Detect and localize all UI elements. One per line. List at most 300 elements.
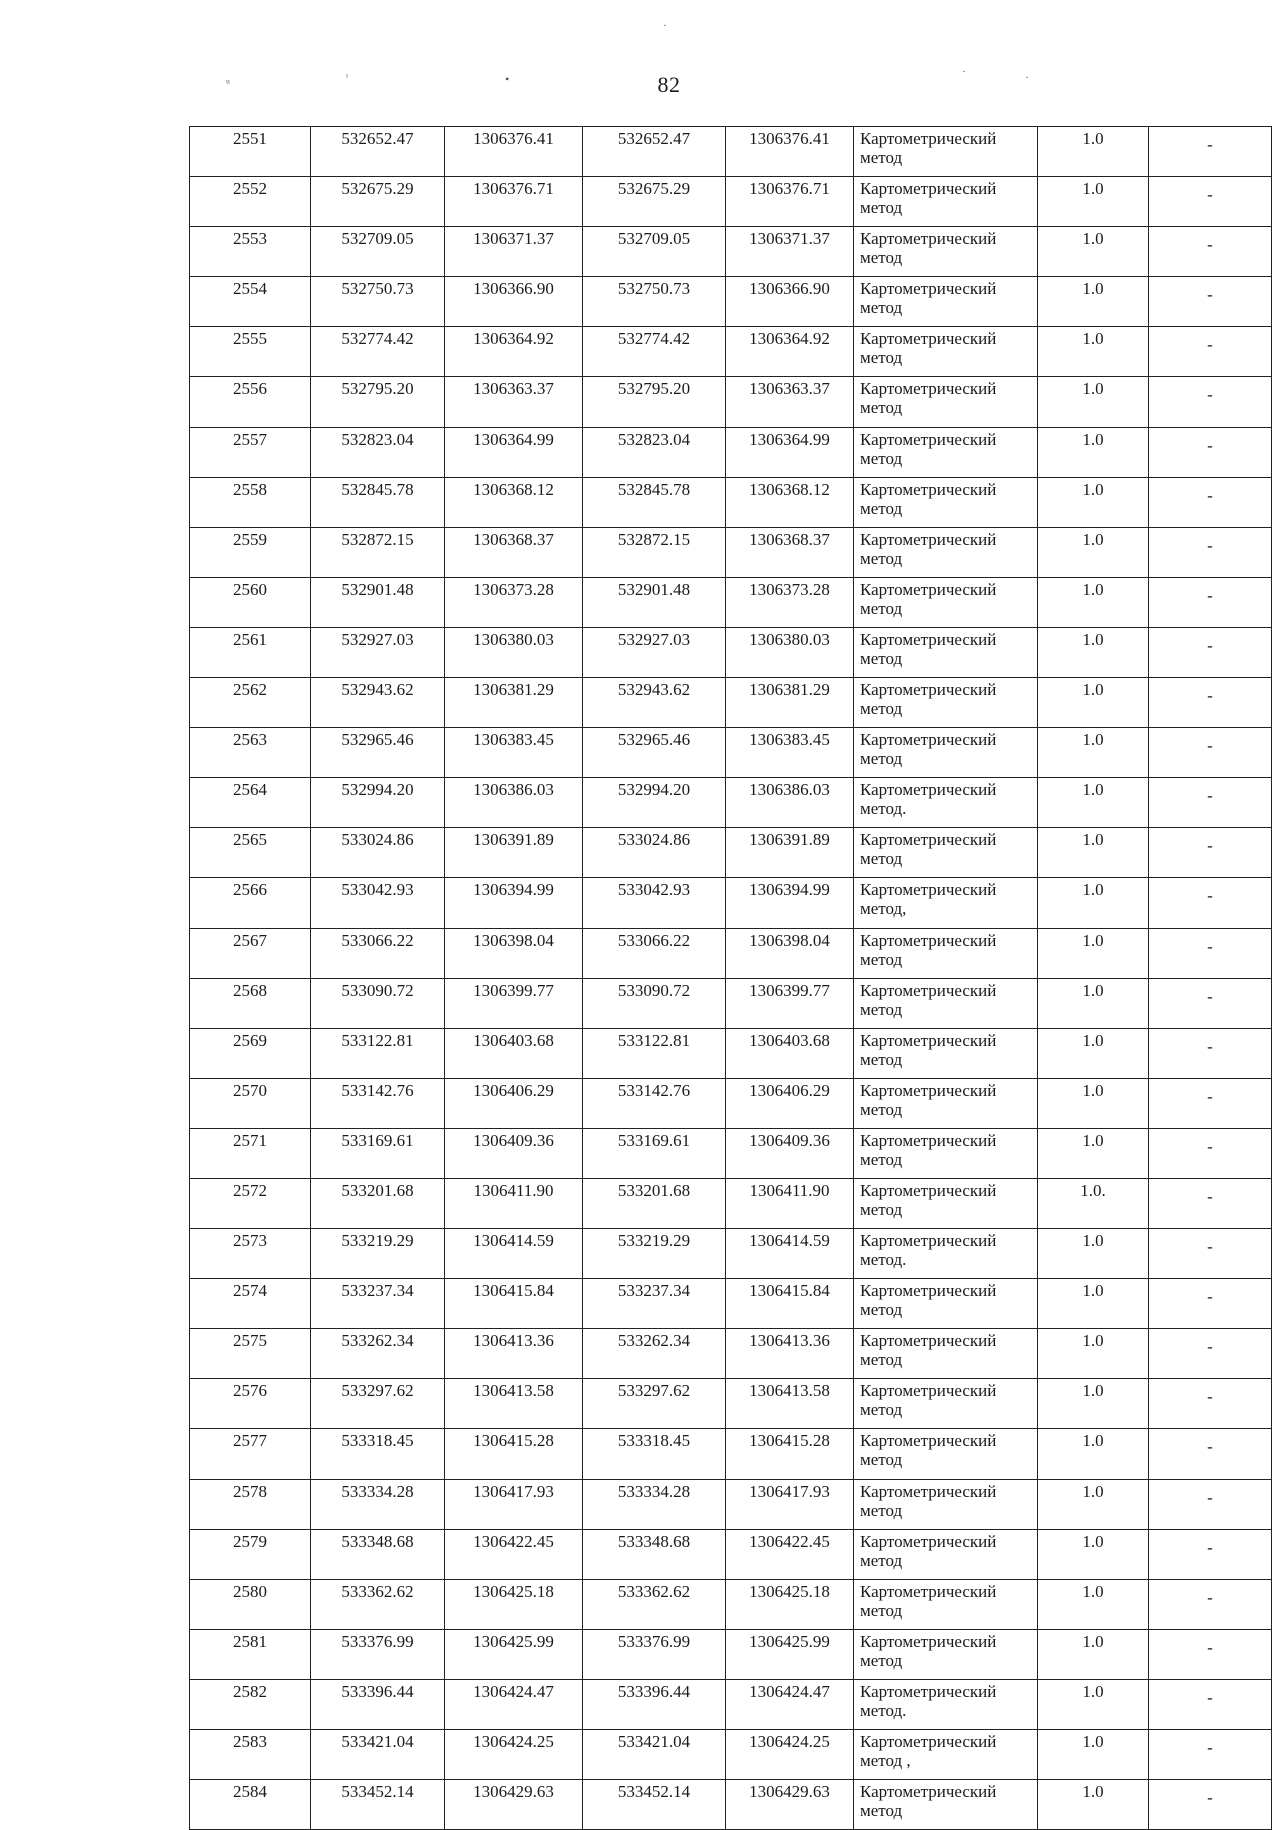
table-row — [190, 1329, 1272, 1379]
table-row — [190, 177, 1272, 227]
y-coordinate-cell: 1306376.41 — [445, 127, 583, 177]
accuracy-cell: 1.0 — [1038, 1479, 1149, 1529]
table-row — [190, 1279, 1272, 1329]
point-number-cell: 2582 — [190, 1679, 311, 1729]
note-cell: - — [1149, 1229, 1272, 1279]
note-cell: - — [1149, 527, 1272, 577]
accuracy-cell: 1.0 — [1038, 1379, 1149, 1429]
scan-speck: • — [505, 72, 510, 86]
accuracy-cell: 1.0 — [1038, 728, 1149, 778]
table-row — [190, 277, 1272, 327]
accuracy-cell: 1.0 — [1038, 878, 1149, 928]
note-cell: - — [1149, 1178, 1272, 1228]
note-cell: - — [1149, 978, 1272, 1028]
x-coordinate-cell: 533452.14 — [311, 1780, 445, 1830]
table-row — [190, 928, 1272, 978]
y-coordinate-repeat-cell: 1306373.28 — [726, 577, 854, 627]
point-number-cell: 2580 — [190, 1579, 311, 1629]
y-coordinate-cell: 1306411.90 — [445, 1178, 583, 1228]
table-row — [190, 1780, 1272, 1830]
point-number-cell: 2577 — [190, 1429, 311, 1479]
method-cell: Картометрический метод, — [854, 878, 1038, 928]
point-number-cell: 2581 — [190, 1629, 311, 1679]
note-cell: - — [1149, 1579, 1272, 1629]
x-coordinate-cell: 532774.42 — [311, 327, 445, 377]
x-coordinate-cell: 532845.78 — [311, 477, 445, 527]
point-number-cell: 2551 — [190, 127, 311, 177]
x-coordinate-repeat-cell: 532927.03 — [583, 627, 726, 677]
y-coordinate-repeat-cell: 1306417.93 — [726, 1479, 854, 1529]
method-cell: Картометрический метод — [854, 828, 1038, 878]
note-cell: - — [1149, 1429, 1272, 1479]
y-coordinate-repeat-cell: 1306376.41 — [726, 127, 854, 177]
point-number-cell: 2555 — [190, 327, 311, 377]
y-coordinate-cell: 1306371.37 — [445, 227, 583, 277]
point-number-cell: 2561 — [190, 627, 311, 677]
x-coordinate-cell: 533348.68 — [311, 1529, 445, 1579]
y-coordinate-cell: 1306383.45 — [445, 728, 583, 778]
scan-speck: ᶦ — [346, 70, 348, 84]
y-coordinate-cell: 1306425.99 — [445, 1629, 583, 1679]
point-number-cell: 2575 — [190, 1329, 311, 1379]
accuracy-cell: 1.0 — [1038, 1329, 1149, 1379]
note-cell: - — [1149, 1329, 1272, 1379]
accuracy-cell: 1.0 — [1038, 327, 1149, 377]
note-cell: - — [1149, 1028, 1272, 1078]
coordinates-table — [189, 126, 1272, 1830]
table-row — [190, 1629, 1272, 1679]
table-row — [190, 1529, 1272, 1579]
note-cell: - — [1149, 678, 1272, 728]
y-coordinate-repeat-cell: 1306425.99 — [726, 1629, 854, 1679]
table-row — [190, 678, 1272, 728]
y-coordinate-cell: 1306373.28 — [445, 577, 583, 627]
method-cell: Картометрический метод — [854, 928, 1038, 978]
method-cell: Картометрический метод — [854, 427, 1038, 477]
x-coordinate-repeat-cell: 532823.04 — [583, 427, 726, 477]
y-coordinate-cell: 1306424.25 — [445, 1730, 583, 1780]
x-coordinate-cell: 532965.46 — [311, 728, 445, 778]
x-coordinate-repeat-cell: 533318.45 — [583, 1429, 726, 1479]
x-coordinate-cell: 532943.62 — [311, 678, 445, 728]
note-cell: - — [1149, 1379, 1272, 1429]
y-coordinate-cell: 1306403.68 — [445, 1028, 583, 1078]
y-coordinate-cell: 1306368.12 — [445, 477, 583, 527]
point-number-cell: 2572 — [190, 1178, 311, 1228]
point-number-cell: 2567 — [190, 928, 311, 978]
table-row — [190, 1178, 1272, 1228]
x-coordinate-repeat-cell: 533066.22 — [583, 928, 726, 978]
x-coordinate-repeat-cell: 532709.05 — [583, 227, 726, 277]
table-body — [190, 127, 1272, 1830]
x-coordinate-repeat-cell: 533042.93 — [583, 878, 726, 928]
y-coordinate-cell: 1306424.47 — [445, 1679, 583, 1729]
table-row — [190, 577, 1272, 627]
note-cell: - — [1149, 728, 1272, 778]
accuracy-cell: 1.0 — [1038, 1028, 1149, 1078]
table-row — [190, 1730, 1272, 1780]
note-cell: - — [1149, 1128, 1272, 1178]
point-number-cell: 2574 — [190, 1279, 311, 1329]
y-coordinate-cell: 1306409.36 — [445, 1128, 583, 1178]
method-cell: Картометрический метод — [854, 627, 1038, 677]
y-coordinate-repeat-cell: 1306366.90 — [726, 277, 854, 327]
point-number-cell: 2578 — [190, 1479, 311, 1529]
accuracy-cell: 1.0 — [1038, 277, 1149, 327]
accuracy-cell: 1.0 — [1038, 1229, 1149, 1279]
accuracy-cell: 1.0 — [1038, 1679, 1149, 1729]
x-coordinate-repeat-cell: 532965.46 — [583, 728, 726, 778]
y-coordinate-repeat-cell: 1306413.58 — [726, 1379, 854, 1429]
method-cell: Картометрический метод — [854, 527, 1038, 577]
y-coordinate-repeat-cell: 1306368.37 — [726, 527, 854, 577]
note-cell: - — [1149, 1629, 1272, 1679]
y-coordinate-cell: 1306398.04 — [445, 928, 583, 978]
method-cell: Картометрический метод — [854, 177, 1038, 227]
y-coordinate-cell: 1306414.59 — [445, 1229, 583, 1279]
table-row — [190, 728, 1272, 778]
y-coordinate-cell: 1306364.99 — [445, 427, 583, 477]
y-coordinate-repeat-cell: 1306422.45 — [726, 1529, 854, 1579]
y-coordinate-repeat-cell: 1306429.63 — [726, 1780, 854, 1830]
y-coordinate-cell: 1306391.89 — [445, 828, 583, 878]
note-cell: - — [1149, 1479, 1272, 1529]
method-cell: Картометрический метод — [854, 227, 1038, 277]
method-cell: Картометрический метод. — [854, 1679, 1038, 1729]
note-cell: - — [1149, 778, 1272, 828]
point-number-cell: 2568 — [190, 978, 311, 1028]
accuracy-cell: 1.0 — [1038, 978, 1149, 1028]
table-row — [190, 327, 1272, 377]
note-cell: - — [1149, 227, 1272, 277]
point-number-cell: 2571 — [190, 1128, 311, 1178]
y-coordinate-cell: 1306429.63 — [445, 1780, 583, 1830]
x-coordinate-cell: 533090.72 — [311, 978, 445, 1028]
y-coordinate-repeat-cell: 1306414.59 — [726, 1229, 854, 1279]
y-coordinate-cell: 1306422.45 — [445, 1529, 583, 1579]
table-row — [190, 1479, 1272, 1529]
method-cell: Картометрический метод — [854, 1078, 1038, 1128]
x-coordinate-repeat-cell: 533362.62 — [583, 1579, 726, 1629]
note-cell: - — [1149, 127, 1272, 177]
point-number-cell: 2570 — [190, 1078, 311, 1128]
note-cell: - — [1149, 377, 1272, 427]
note-cell: - — [1149, 327, 1272, 377]
y-coordinate-repeat-cell: 1306425.18 — [726, 1579, 854, 1629]
point-number-cell: 2552 — [190, 177, 311, 227]
y-coordinate-cell: 1306376.71 — [445, 177, 583, 227]
y-coordinate-cell: 1306413.58 — [445, 1379, 583, 1429]
x-coordinate-repeat-cell: 533169.61 — [583, 1128, 726, 1178]
x-coordinate-repeat-cell: 532750.73 — [583, 277, 726, 327]
accuracy-cell: 1.0 — [1038, 1128, 1149, 1178]
y-coordinate-repeat-cell: 1306391.89 — [726, 828, 854, 878]
method-cell: Картометрический метод — [854, 978, 1038, 1028]
method-cell: Картометрический метод — [854, 1329, 1038, 1379]
scan-speck: · — [1025, 70, 1029, 84]
point-number-cell: 2560 — [190, 577, 311, 627]
y-coordinate-repeat-cell: 1306380.03 — [726, 627, 854, 677]
method-cell: Картометрический метод — [854, 1279, 1038, 1329]
x-coordinate-repeat-cell: 533348.68 — [583, 1529, 726, 1579]
x-coordinate-cell: 533142.76 — [311, 1078, 445, 1128]
x-coordinate-cell: 533376.99 — [311, 1629, 445, 1679]
table-row — [190, 427, 1272, 477]
x-coordinate-cell: 532709.05 — [311, 227, 445, 277]
y-coordinate-cell: 1306413.36 — [445, 1329, 583, 1379]
y-coordinate-repeat-cell: 1306403.68 — [726, 1028, 854, 1078]
x-coordinate-repeat-cell: 533452.14 — [583, 1780, 726, 1830]
y-coordinate-repeat-cell: 1306406.29 — [726, 1078, 854, 1128]
x-coordinate-repeat-cell: 532675.29 — [583, 177, 726, 227]
note-cell: - — [1149, 1078, 1272, 1128]
accuracy-cell: 1.0 — [1038, 1780, 1149, 1830]
accuracy-cell: 1.0 — [1038, 477, 1149, 527]
scan-speck: · — [962, 64, 966, 78]
y-coordinate-cell: 1306415.28 — [445, 1429, 583, 1479]
method-cell: Картометрический метод — [854, 1529, 1038, 1579]
point-number-cell: 2576 — [190, 1379, 311, 1429]
x-coordinate-cell: 533318.45 — [311, 1429, 445, 1479]
accuracy-cell: 1.0 — [1038, 1579, 1149, 1629]
x-coordinate-cell: 532652.47 — [311, 127, 445, 177]
x-coordinate-repeat-cell: 533122.81 — [583, 1028, 726, 1078]
x-coordinate-repeat-cell: 533396.44 — [583, 1679, 726, 1729]
note-cell: - — [1149, 427, 1272, 477]
x-coordinate-cell: 533421.04 — [311, 1730, 445, 1780]
method-cell: Картометрический метод — [854, 377, 1038, 427]
point-number-cell: 2565 — [190, 828, 311, 878]
accuracy-cell: 1.0 — [1038, 1429, 1149, 1479]
y-coordinate-repeat-cell: 1306364.92 — [726, 327, 854, 377]
note-cell: - — [1149, 1730, 1272, 1780]
x-coordinate-cell: 532795.20 — [311, 377, 445, 427]
point-number-cell: 2553 — [190, 227, 311, 277]
x-coordinate-repeat-cell: 533090.72 — [583, 978, 726, 1028]
y-coordinate-cell: 1306366.90 — [445, 277, 583, 327]
point-number-cell: 2584 — [190, 1780, 311, 1830]
x-coordinate-cell: 533362.62 — [311, 1579, 445, 1629]
x-coordinate-cell: 533042.93 — [311, 878, 445, 928]
y-coordinate-cell: 1306381.29 — [445, 678, 583, 728]
y-coordinate-repeat-cell: 1306409.36 — [726, 1128, 854, 1178]
y-coordinate-repeat-cell: 1306415.84 — [726, 1279, 854, 1329]
y-coordinate-cell: 1306425.18 — [445, 1579, 583, 1629]
y-coordinate-repeat-cell: 1306376.71 — [726, 177, 854, 227]
x-coordinate-cell: 533066.22 — [311, 928, 445, 978]
y-coordinate-repeat-cell: 1306371.37 — [726, 227, 854, 277]
x-coordinate-repeat-cell: 533142.76 — [583, 1078, 726, 1128]
table-row — [190, 527, 1272, 577]
y-coordinate-repeat-cell: 1306381.29 — [726, 678, 854, 728]
x-coordinate-repeat-cell: 533297.62 — [583, 1379, 726, 1429]
table-row — [190, 1579, 1272, 1629]
method-cell: Картометрический метод — [854, 127, 1038, 177]
method-cell: Картометрический метод — [854, 1629, 1038, 1679]
method-cell: Картометрический метод — [854, 277, 1038, 327]
x-coordinate-cell: 532823.04 — [311, 427, 445, 477]
y-coordinate-repeat-cell: 1306424.47 — [726, 1679, 854, 1729]
method-cell: Картометрический метод — [854, 577, 1038, 627]
point-number-cell: 2564 — [190, 778, 311, 828]
table-row — [190, 227, 1272, 277]
accuracy-cell: 1.0 — [1038, 678, 1149, 728]
point-number-cell: 2569 — [190, 1028, 311, 1078]
x-coordinate-cell: 532675.29 — [311, 177, 445, 227]
accuracy-cell: 1.0 — [1038, 627, 1149, 677]
y-coordinate-cell: 1306415.84 — [445, 1279, 583, 1329]
note-cell: - — [1149, 477, 1272, 527]
x-coordinate-cell: 533237.34 — [311, 1279, 445, 1329]
table-row — [190, 627, 1272, 677]
method-cell: Картометрический метод — [854, 327, 1038, 377]
x-coordinate-cell: 532750.73 — [311, 277, 445, 327]
table-row — [190, 978, 1272, 1028]
x-coordinate-repeat-cell: 532901.48 — [583, 577, 726, 627]
x-coordinate-cell: 533201.68 — [311, 1178, 445, 1228]
accuracy-cell: 1.0 — [1038, 1279, 1149, 1329]
note-cell: - — [1149, 828, 1272, 878]
table-row — [190, 127, 1272, 177]
y-coordinate-repeat-cell: 1306394.99 — [726, 878, 854, 928]
method-cell: Картометрический метод. — [854, 1229, 1038, 1279]
accuracy-cell: 1.0 — [1038, 527, 1149, 577]
note-cell: - — [1149, 1529, 1272, 1579]
y-coordinate-repeat-cell: 1306399.77 — [726, 978, 854, 1028]
method-cell: Картометрический метод — [854, 728, 1038, 778]
y-coordinate-repeat-cell: 1306415.28 — [726, 1429, 854, 1479]
y-coordinate-cell: 1306368.37 — [445, 527, 583, 577]
x-coordinate-cell: 533262.34 — [311, 1329, 445, 1379]
x-coordinate-cell: 532927.03 — [311, 627, 445, 677]
method-cell: Картометрический метод. — [854, 778, 1038, 828]
point-number-cell: 2566 — [190, 878, 311, 928]
accuracy-cell: 1.0 — [1038, 928, 1149, 978]
method-cell: Картометрический метод — [854, 678, 1038, 728]
x-coordinate-cell: 533297.62 — [311, 1379, 445, 1429]
table-row — [190, 377, 1272, 427]
method-cell: Картометрический метод — [854, 1780, 1038, 1830]
x-coordinate-repeat-cell: 533201.68 — [583, 1178, 726, 1228]
table-row — [190, 778, 1272, 828]
method-cell: Картометрический метод — [854, 1479, 1038, 1529]
y-coordinate-repeat-cell: 1306411.90 — [726, 1178, 854, 1228]
point-number-cell: 2556 — [190, 377, 311, 427]
accuracy-cell: 1.0 — [1038, 427, 1149, 477]
x-coordinate-repeat-cell: 533334.28 — [583, 1479, 726, 1529]
y-coordinate-cell: 1306399.77 — [445, 978, 583, 1028]
method-cell: Картометрический метод — [854, 1579, 1038, 1629]
x-coordinate-repeat-cell: 532774.42 — [583, 327, 726, 377]
y-coordinate-repeat-cell: 1306413.36 — [726, 1329, 854, 1379]
accuracy-cell: 1.0 — [1038, 1730, 1149, 1780]
table-row — [190, 878, 1272, 928]
accuracy-cell: 1.0 — [1038, 227, 1149, 277]
x-coordinate-repeat-cell: 532872.15 — [583, 527, 726, 577]
table-row — [190, 1379, 1272, 1429]
accuracy-cell: 1.0 — [1038, 577, 1149, 627]
y-coordinate-cell: 1306417.93 — [445, 1479, 583, 1529]
method-cell: Картометрический метод — [854, 1028, 1038, 1078]
note-cell: - — [1149, 177, 1272, 227]
point-number-cell: 2573 — [190, 1229, 311, 1279]
x-coordinate-repeat-cell: 533376.99 — [583, 1629, 726, 1679]
point-number-cell: 2583 — [190, 1730, 311, 1780]
y-coordinate-cell: 1306363.37 — [445, 377, 583, 427]
x-coordinate-cell: 532994.20 — [311, 778, 445, 828]
method-cell: Картометрический метод — [854, 1128, 1038, 1178]
y-coordinate-cell: 1306394.99 — [445, 878, 583, 928]
x-coordinate-repeat-cell: 532845.78 — [583, 477, 726, 527]
x-coordinate-cell: 533334.28 — [311, 1479, 445, 1529]
table-row — [190, 1078, 1272, 1128]
x-coordinate-cell: 532872.15 — [311, 527, 445, 577]
x-coordinate-repeat-cell: 532994.20 — [583, 778, 726, 828]
scan-speck: ᵘ — [226, 76, 230, 90]
point-number-cell: 2563 — [190, 728, 311, 778]
x-coordinate-repeat-cell: 533421.04 — [583, 1730, 726, 1780]
accuracy-cell: 1.0 — [1038, 828, 1149, 878]
note-cell: - — [1149, 577, 1272, 627]
y-coordinate-cell: 1306364.92 — [445, 327, 583, 377]
page-number: 82 — [657, 72, 681, 97]
method-cell: Картометрический метод — [854, 477, 1038, 527]
point-number-cell: 2562 — [190, 678, 311, 728]
y-coordinate-repeat-cell: 1306383.45 — [726, 728, 854, 778]
x-coordinate-repeat-cell: 532795.20 — [583, 377, 726, 427]
note-cell: - — [1149, 1679, 1272, 1729]
x-coordinate-repeat-cell: 533262.34 — [583, 1329, 726, 1379]
table-row — [190, 828, 1272, 878]
x-coordinate-repeat-cell: 532652.47 — [583, 127, 726, 177]
y-coordinate-repeat-cell: 1306424.25 — [726, 1730, 854, 1780]
y-coordinate-cell: 1306386.03 — [445, 778, 583, 828]
note-cell: - — [1149, 1780, 1272, 1830]
scan-speck: · — [663, 18, 667, 32]
x-coordinate-cell: 532901.48 — [311, 577, 445, 627]
x-coordinate-repeat-cell: 533237.34 — [583, 1279, 726, 1329]
y-coordinate-repeat-cell: 1306386.03 — [726, 778, 854, 828]
accuracy-cell: 1.0 — [1038, 177, 1149, 227]
method-cell: Картометрический метод — [854, 1429, 1038, 1479]
note-cell: - — [1149, 928, 1272, 978]
method-cell: Картометрический метод — [854, 1178, 1038, 1228]
x-coordinate-repeat-cell: 533024.86 — [583, 828, 726, 878]
point-number-cell: 2557 — [190, 427, 311, 477]
table-row — [190, 1128, 1272, 1178]
y-coordinate-repeat-cell: 1306368.12 — [726, 477, 854, 527]
accuracy-cell: 1.0 — [1038, 1529, 1149, 1579]
method-cell: Картометрический метод — [854, 1379, 1038, 1429]
point-number-cell: 2579 — [190, 1529, 311, 1579]
accuracy-cell: 1.0 — [1038, 1078, 1149, 1128]
table-row — [190, 477, 1272, 527]
x-coordinate-cell: 533219.29 — [311, 1229, 445, 1279]
x-coordinate-cell: 533396.44 — [311, 1679, 445, 1729]
table-row — [190, 1028, 1272, 1078]
y-coordinate-repeat-cell: 1306363.37 — [726, 377, 854, 427]
y-coordinate-repeat-cell: 1306398.04 — [726, 928, 854, 978]
accuracy-cell: 1.0 — [1038, 1629, 1149, 1679]
point-number-cell: 2559 — [190, 527, 311, 577]
accuracy-cell: 1.0 — [1038, 778, 1149, 828]
y-coordinate-cell: 1306406.29 — [445, 1078, 583, 1128]
x-coordinate-cell: 533122.81 — [311, 1028, 445, 1078]
note-cell: - — [1149, 627, 1272, 677]
table-row — [190, 1429, 1272, 1479]
accuracy-cell: 1.0 — [1038, 127, 1149, 177]
method-cell: Картометрический метод , — [854, 1730, 1038, 1780]
